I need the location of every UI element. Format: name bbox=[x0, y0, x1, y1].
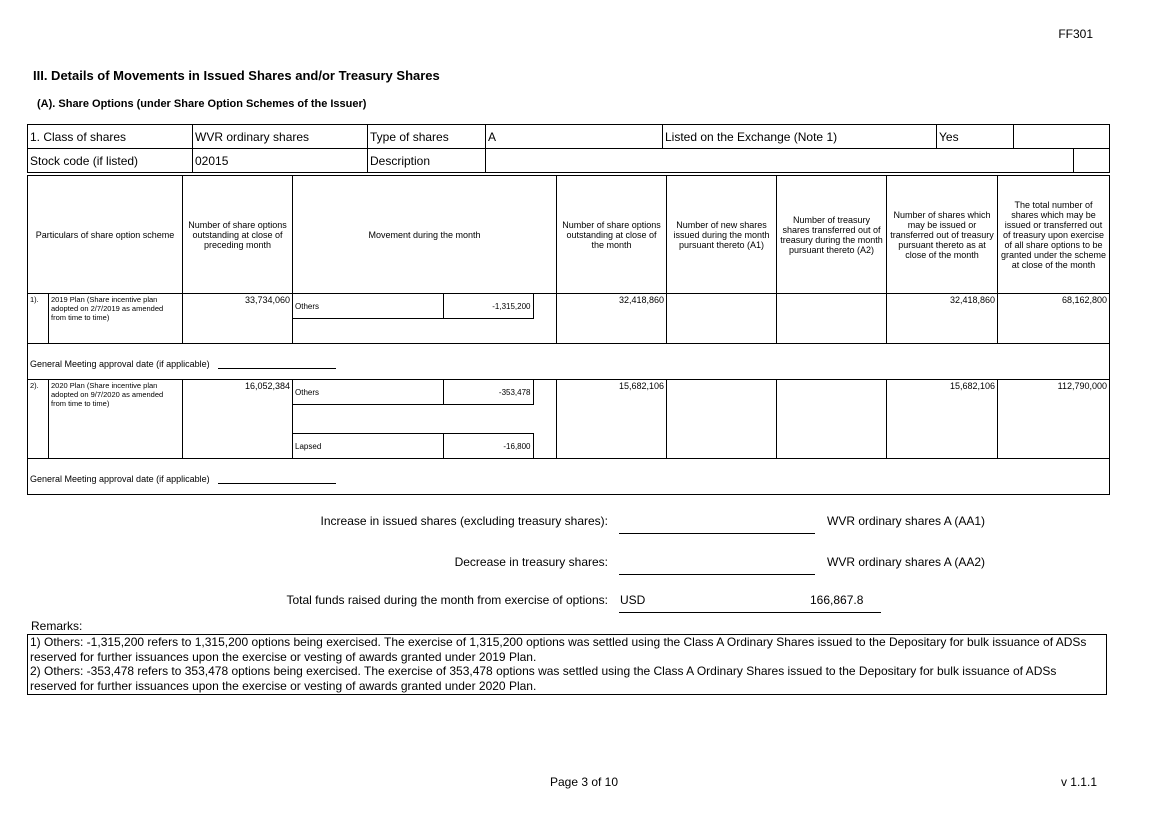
remarks-box bbox=[27, 634, 1107, 695]
type-of-shares-value: A bbox=[486, 125, 663, 149]
col-treasury-transferred: Number of treasury shares transferred out of treasury during the month pursuant thereto (A2) bbox=[777, 176, 887, 294]
class-of-shares-label: 1. Class of shares bbox=[28, 125, 193, 149]
scheme-index: 1). bbox=[28, 294, 49, 344]
gm-approval-date-field[interactable] bbox=[218, 469, 336, 484]
scheme-name: 2019 Plan (Share incentive plan adopted on 2/7/2019 as amended from time to time) bbox=[49, 294, 183, 344]
gm-approval-row bbox=[28, 344, 1110, 380]
movement-type: Lapsed bbox=[293, 434, 443, 459]
treasury-transferred bbox=[777, 380, 887, 459]
outstanding-close: 32,418,860 bbox=[557, 294, 667, 344]
description-label: Description bbox=[368, 149, 486, 173]
share-class-header-table bbox=[27, 124, 1110, 173]
decrease-treasury-label: Decrease in treasury shares: bbox=[454, 555, 608, 569]
col-outstanding-close: Number of share options outstanding at close of the month bbox=[557, 176, 667, 294]
outstanding-prev: 16,052,384 bbox=[183, 380, 293, 459]
page-number: Page 3 of 10 bbox=[549, 775, 619, 789]
remark-item: 1) Others: -1,315,200 refers to 1,315,200 options being exercised. The exercise of 1,315,200 options was settled using the Class A Ordinary Shares issued to the Depositary for bulk issuance of ADSs reserved for further issuances upon the exercise or vesting of awards granted under 2019 Plan. bbox=[30, 635, 1087, 664]
remark-item: 2) Others: -353,478 refers to 353,478 options being exercised. The exercise of 353,478 options was settled using the Class A Ordinary Shares issued to the Depositary for bulk issuance of ADSs reserved for further issuances upon the exercise or vesting of awards granted under 2020 Plan. bbox=[30, 664, 1057, 693]
gm-approval-label: General Meeting approval date (if applicable) bbox=[30, 474, 210, 484]
version-label: v 1.1.1 bbox=[1060, 775, 1097, 789]
total-may-be-issued: 68,162,800 bbox=[998, 294, 1110, 344]
new-shares bbox=[667, 380, 777, 459]
movement-value: -16,800 bbox=[443, 434, 533, 459]
funds-raised-field bbox=[619, 612, 881, 613]
movement-type: Others bbox=[293, 380, 443, 405]
outstanding-close: 15,682,106 bbox=[557, 380, 667, 459]
header-blank-cell bbox=[1014, 125, 1110, 149]
table-row bbox=[28, 380, 1110, 459]
description-end-cell bbox=[1074, 149, 1110, 173]
col-outstanding-prev: Number of share options outstanding at close of preceding month bbox=[183, 176, 293, 294]
outstanding-prev: 33,734,060 bbox=[183, 294, 293, 344]
movement-value: -353,478 bbox=[443, 380, 533, 405]
scheme-name: 2020 Plan (Share incentive plan adopted on 9/7/2020 as amended from time to time) bbox=[49, 380, 183, 459]
table-row bbox=[28, 294, 1110, 344]
listed-value: Yes bbox=[937, 125, 1014, 149]
movement-value: -1,315,200 bbox=[443, 294, 533, 319]
scheme-index: 2). bbox=[28, 380, 49, 459]
increase-issued-suffix: WVR ordinary shares A (AA1) bbox=[827, 514, 986, 528]
col-new-shares: Number of new shares issued during the month pursuant thereto (A1) bbox=[667, 176, 777, 294]
section-title: III. Details of Movements in Issued Shares and/or Treasury Shares bbox=[33, 68, 440, 83]
subsection-title: (A). Share Options (under Share Option Schemes of the Issuer) bbox=[37, 98, 367, 110]
increase-issued-label: Increase in issued shares (excluding treasury shares): bbox=[320, 514, 608, 528]
new-shares bbox=[667, 294, 777, 344]
may-be-issued: 15,682,106 bbox=[887, 380, 998, 459]
col-particulars: Particulars of share option scheme bbox=[28, 176, 183, 294]
col-may-be-issued: Number of shares which may be issued or transferred out of treasury pursuant thereto as at close of the month bbox=[887, 176, 998, 294]
stock-code-label: Stock code (if listed) bbox=[28, 149, 193, 173]
stock-code-value: 02015 bbox=[193, 149, 368, 173]
decrease-treasury-suffix: WVR ordinary shares A (AA2) bbox=[827, 555, 986, 569]
funds-raised-value: 166,867.8 bbox=[810, 593, 864, 607]
funds-raised-label: Total funds raised during the month from exercise of options: bbox=[286, 593, 608, 607]
treasury-transferred bbox=[777, 294, 887, 344]
funds-currency: USD bbox=[620, 593, 646, 607]
total-may-be-issued: 112,790,000 bbox=[998, 380, 1110, 459]
increase-issued-field[interactable] bbox=[619, 533, 815, 534]
description-value bbox=[486, 149, 1074, 173]
gm-approval-label: General Meeting approval date (if applicable) bbox=[30, 359, 210, 369]
form-code: FF301 bbox=[1058, 27, 1093, 41]
may-be-issued: 32,418,860 bbox=[887, 294, 998, 344]
decrease-treasury-field[interactable] bbox=[619, 574, 815, 575]
class-of-shares-value: WVR ordinary shares bbox=[193, 125, 368, 149]
movement-type: Others bbox=[293, 294, 443, 319]
col-movement: Movement during the month bbox=[293, 176, 557, 294]
share-options-table bbox=[27, 175, 1110, 495]
movement-subtable bbox=[293, 294, 557, 343]
listed-label: Listed on the Exchange (Note 1) bbox=[663, 125, 937, 149]
gm-approval-date-field[interactable] bbox=[218, 354, 336, 369]
col-total-may-be-issued: The total number of shares which may be issued or transferred out of treasury upon exercise of all share options to be granted under the scheme at close of the month bbox=[998, 176, 1110, 294]
remarks-title: Remarks: bbox=[31, 619, 83, 633]
gm-approval-row bbox=[28, 459, 1110, 495]
type-of-shares-label: Type of shares bbox=[368, 125, 486, 149]
movement-subtable bbox=[293, 380, 557, 458]
